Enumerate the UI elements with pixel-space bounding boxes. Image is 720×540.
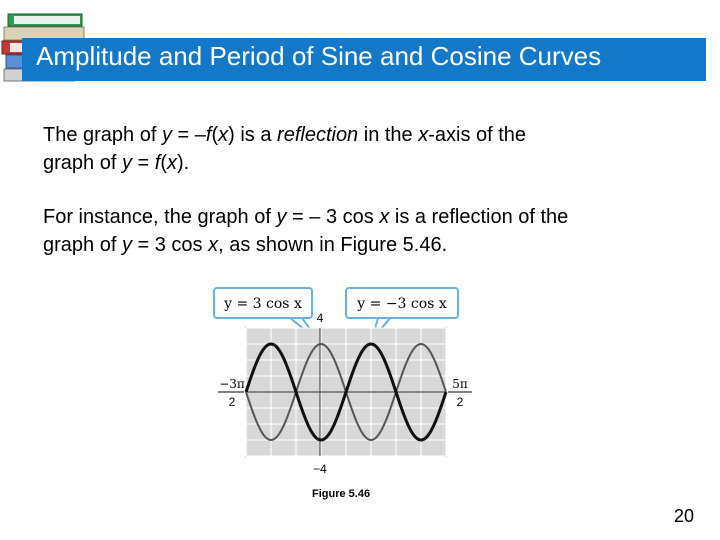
x-tick-left-num: −3π (219, 377, 245, 391)
paragraph-line: graph of y = f(x). (43, 152, 190, 174)
paragraph-line: For instance, the graph of y = – 3 cos x is a reflection of the (43, 206, 569, 228)
label-right: y = −3 cos x (357, 296, 447, 312)
paragraph-reflection-rule (43, 121, 526, 177)
label-left: y = 3 cos x (224, 296, 302, 312)
y-tick-bottom: −4 (313, 462, 327, 476)
paragraph-line: The graph of y = –f(x) is a reflection in the x-axis of the (43, 124, 527, 146)
x-tick-left-den: 2 (228, 395, 236, 409)
page-number: 20 (674, 506, 695, 526)
x-tick-right-den: 2 (456, 395, 464, 409)
paragraph-example (43, 203, 568, 259)
figure-caption: Figure 5.46 (312, 488, 371, 500)
x-tick-right-num: 5π (452, 377, 468, 391)
figure-graph (210, 284, 480, 480)
y-tick-top: 4 (316, 311, 324, 325)
paragraph-line: graph of y = 3 cos x, as shown in Figure 5.46. (43, 234, 448, 256)
slide-title: Amplitude and Period of Sine and Cosine Curves (36, 41, 602, 71)
